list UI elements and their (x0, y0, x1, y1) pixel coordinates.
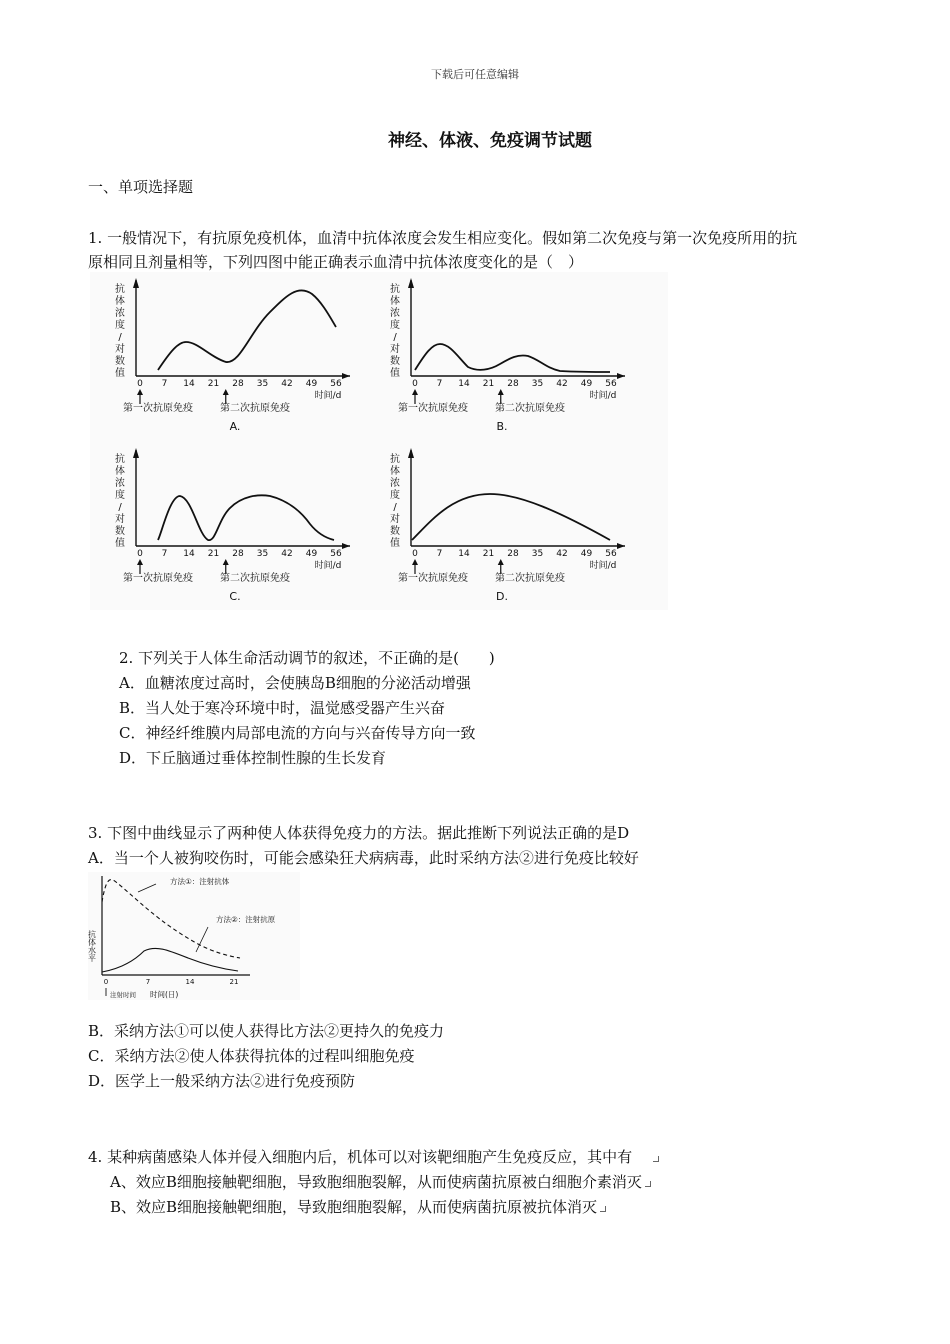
question-2-option-c: C．神经纤维膜内局部电流的方向与兴奋传导方向一致 (119, 724, 476, 742)
y-label-char: 体 (115, 466, 125, 477)
y-label-char: / (118, 502, 122, 513)
tick-label: 42 (556, 379, 568, 389)
tick-label: 7 (436, 379, 443, 389)
tick-label: 49 (580, 549, 593, 559)
y-label-char: 体 (390, 466, 400, 477)
tick-label: 56 (605, 379, 617, 389)
y-label-char: 体 (115, 296, 125, 307)
injection-arrowhead (137, 559, 143, 565)
tick-label: 7 (161, 379, 168, 389)
question-2-stem: 2. 下列关于人体生命活动调节的叙述，不正确的是( ) (119, 649, 495, 667)
question-1-line2: 原相同且剂量相等，下列四图中能正确表示血清中抗体浓度变化的是（ ） (88, 253, 584, 271)
x-axis-label: 时间/d (589, 561, 617, 571)
tick-label: 14 (458, 379, 470, 389)
tick-label: 28 (232, 379, 244, 389)
question-4-option-b: B、效应B细胞接触靶细胞，导致胞细胞裂解，从而使病菌抗原被抗体消灭 (110, 1198, 598, 1216)
tick-label: 35 (531, 379, 544, 389)
question-4-stem-row (88, 1145, 888, 1170)
y-axis-arrow (133, 278, 139, 288)
injection-arrowhead (223, 389, 229, 395)
y-label-char: 抗 (390, 284, 400, 295)
y-label-char: 值 (390, 368, 400, 379)
tick-label: 0 (412, 379, 418, 389)
y-label-char: 对 (115, 514, 125, 525)
tick-label: 56 (605, 549, 617, 559)
y-label-char: 浓 (115, 478, 125, 489)
method2-label: 方法②：注射抗原 (216, 915, 276, 924)
y-label-char: 对 (390, 514, 400, 525)
second-immunization-label: 第二次抗原免疫 (495, 573, 565, 584)
panel-label: B. (496, 420, 508, 433)
first-immunization-label: 第一次抗原免疫 (398, 403, 468, 414)
question-3-option-a: A．当一个人被狗咬伤时，可能会感染狂犬病病毒，此时采纳方法②进行免疫比较好 (88, 849, 639, 867)
antibody-curve (415, 344, 610, 372)
tick-label: 0 (137, 379, 143, 389)
tick-label: 56 (330, 549, 342, 559)
paragraph-mark-icon (645, 1181, 651, 1187)
q3-xlabel: 时间(日) (150, 990, 179, 999)
y-label-char: 值 (390, 538, 400, 549)
section-heading: 一、单项选择题 (88, 178, 194, 196)
tick-label: 21 (207, 549, 220, 559)
first-immunization-label: 第一次抗原免疫 (398, 573, 468, 584)
tick-label: 7 (436, 549, 443, 559)
tick-label: 0 (412, 549, 418, 559)
tick-label: 28 (232, 549, 244, 559)
antibody-curve (158, 290, 336, 370)
q3-ylabel: 抗体水平 (88, 930, 97, 962)
question-3-stem: 3. 下图中曲线显示了两种使人体获得免疫力的方法。据此推断下列说法正确的是D (88, 824, 630, 842)
first-immunization-label: 第一次抗原免疫 (123, 403, 193, 414)
x-axis-arrow (617, 543, 625, 549)
tick-label: 28 (507, 549, 519, 559)
y-axis-arrow (408, 278, 414, 288)
y-label-char: 度 (390, 490, 400, 501)
question-3 (88, 821, 888, 871)
tick-label: 35 (531, 549, 544, 559)
q3-tick: 21 (229, 978, 239, 986)
antibody-curve (158, 495, 334, 540)
y-label-char: 浓 (390, 478, 400, 489)
paragraph-mark-icon (600, 1206, 606, 1212)
injection-arrowhead (137, 389, 143, 395)
y-label-char: 对 (115, 344, 125, 355)
tick-label: 42 (281, 379, 293, 389)
y-label-char: / (393, 502, 397, 513)
paragraph-mark-icon (653, 1156, 659, 1162)
x-axis-label: 时间/d (314, 391, 342, 401)
panel-label: C. (229, 590, 241, 603)
second-immunization-label: 第二次抗原免疫 (220, 403, 290, 414)
tick-label: 56 (330, 379, 342, 389)
y-axis-arrow (408, 448, 414, 458)
tick-label: 42 (281, 549, 293, 559)
tick-label: 49 (580, 379, 593, 389)
tick-label: 14 (183, 379, 195, 389)
tick-label: 35 (256, 549, 269, 559)
header-note: 下载后可任意编辑 (431, 68, 519, 81)
y-label-char: 抗 (115, 284, 125, 295)
y-label-char: 值 (115, 538, 125, 549)
tick-label: 49 (305, 379, 318, 389)
question-2 (119, 646, 879, 771)
tick-label: 7 (161, 549, 168, 559)
y-label-char: / (393, 332, 397, 343)
y-label-char: / (118, 332, 122, 343)
x-axis-arrow (342, 373, 350, 379)
antibody-curve (412, 494, 610, 540)
question-2-option-b: B．当人处于寒冷环境中时，温觉感受器产生兴奋 (119, 699, 446, 717)
y-label-char: 体 (390, 296, 400, 307)
x-axis-arrow (617, 373, 625, 379)
q3-figure (88, 872, 300, 1000)
antibody-curves-figure (90, 272, 668, 610)
question-3-option-d: D．医学上一般采纳方法②进行免疫预防 (88, 1072, 356, 1090)
injection-arrowhead (412, 559, 418, 565)
y-label-char: 浓 (390, 308, 400, 319)
y-label-char: 数 (115, 526, 125, 537)
immunity-methods-figure (88, 872, 300, 1000)
tick-label: 35 (256, 379, 269, 389)
question-3-option-c: C．采纳方法②使人体获得抗体的过程叫细胞免疫 (88, 1047, 415, 1065)
first-immunization-label: 第一次抗原免疫 (123, 573, 193, 584)
question-3-option-b: B．采纳方法①可以使人获得比方法②更持久的免疫力 (88, 1022, 445, 1040)
tick-label: 0 (137, 549, 143, 559)
y-label-char: 值 (115, 368, 125, 379)
question-3-options (88, 1019, 888, 1094)
second-immunization-label: 第二次抗原免疫 (220, 573, 290, 584)
injection-arrowhead (223, 559, 229, 565)
question-4-stem: 4. 某种病菌感染人体并侵入细胞内后，机体可以对该靶细胞产生免疫反应，其中有 (88, 1148, 633, 1166)
tick-label: 21 (482, 379, 495, 389)
q3-tick: 0 (103, 978, 109, 986)
y-label-char: 度 (390, 320, 400, 331)
panel-label: A. (229, 420, 241, 433)
question-1-line1: 1. 一般情况下，有抗原免疫机体，血清中抗体浓度会发生相应变化。假如第二次免疫与第一次免疫所用的抗 (88, 229, 798, 247)
x-axis-label: 时间/d (589, 391, 617, 401)
y-label-char: 对 (390, 344, 400, 355)
y-label-char: 数 (390, 526, 400, 537)
x-axis-label: 时间/d (314, 561, 342, 571)
question-2-option-d: D．下丘脑通过垂体控制性腺的生长发育 (119, 749, 387, 767)
tick-label: 14 (458, 549, 470, 559)
injection-arrowhead (412, 389, 418, 395)
injection-arrowhead (498, 559, 504, 565)
page-title: 神经、体液、免疫调节试题 (388, 131, 592, 151)
y-label-char: 度 (115, 320, 125, 331)
q3-inject-label: 注射时间 (110, 991, 136, 999)
tick-label: 42 (556, 549, 568, 559)
tick-label: 28 (507, 379, 519, 389)
y-label-char: 数 (390, 356, 400, 367)
injection-arrowhead (498, 389, 504, 395)
question-2-option-a: A．血糖浓度过高时，会使胰岛B细胞的分泌活动增强 (119, 674, 471, 692)
panel-label: D. (496, 590, 508, 603)
q3-tick: 7 (145, 978, 151, 986)
method1-label: 方法①：注射抗体 (170, 877, 230, 886)
y-axis-arrow (133, 448, 139, 458)
x-axis-arrow (342, 543, 350, 549)
tick-label: 21 (207, 379, 220, 389)
question-4-options (110, 1170, 910, 1220)
tick-label: 49 (305, 549, 318, 559)
second-immunization-label: 第二次抗原免疫 (495, 403, 565, 414)
y-label-char: 度 (115, 490, 125, 501)
y-label-char: 浓 (115, 308, 125, 319)
y-label-char: 抗 (115, 454, 125, 465)
y-label-char: 数 (115, 356, 125, 367)
y-label-char: 抗 (390, 454, 400, 465)
q3-tick: 14 (185, 978, 195, 986)
tick-label: 21 (482, 549, 495, 559)
question-4-option-a: A、效应B细胞接触靶细胞，导致胞细胞裂解，从而使病菌抗原被白细胞介素消灭 (110, 1173, 642, 1191)
tick-label: 14 (183, 549, 195, 559)
q1-figure (90, 272, 668, 610)
question-1 (88, 226, 888, 274)
